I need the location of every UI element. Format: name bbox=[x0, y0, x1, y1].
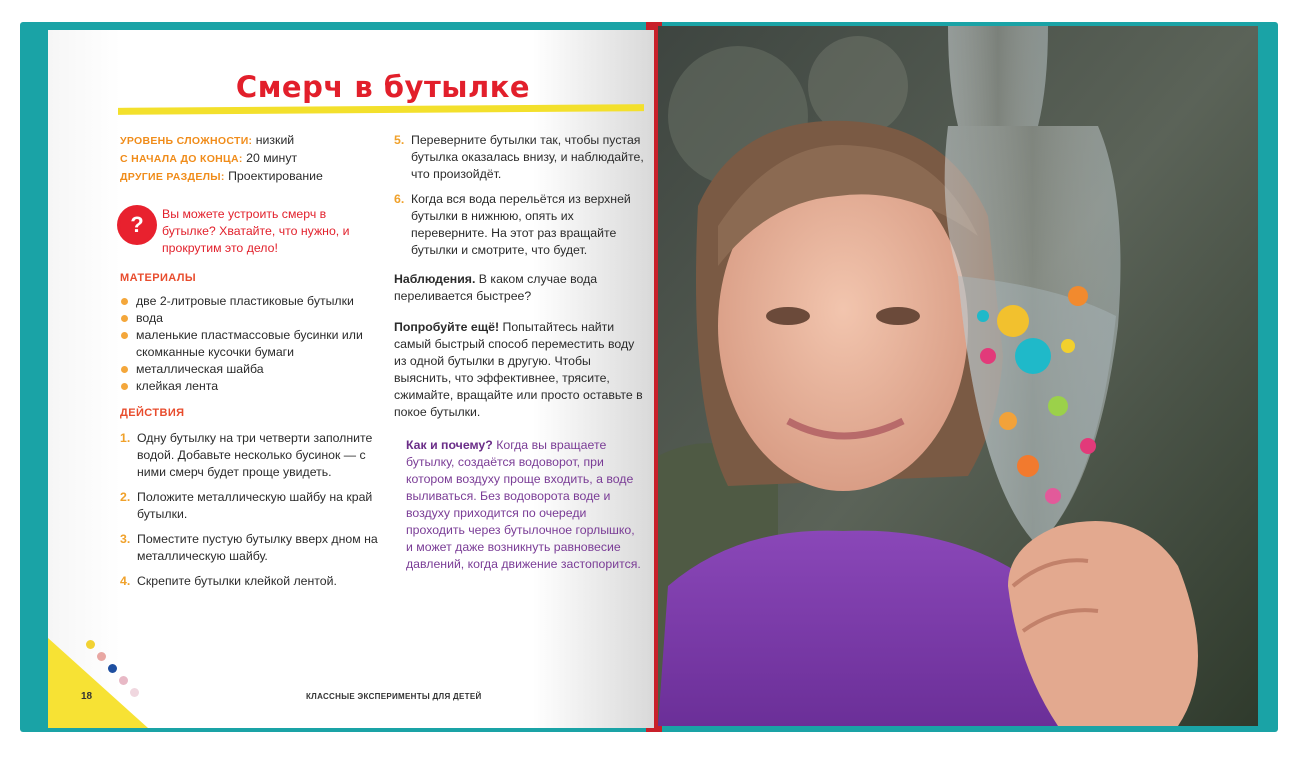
list-item: клейкая лента bbox=[120, 378, 382, 395]
page-footer: КЛАССНЫЕ ЭКСПЕРИМЕНТЫ ДЛЯ ДЕТЕЙ bbox=[306, 692, 482, 701]
how-why-paragraph bbox=[394, 437, 644, 573]
difficulty-value: низкий bbox=[252, 133, 295, 147]
sections-value: Проектирование bbox=[224, 169, 323, 183]
photo-girl-with-bottle bbox=[658, 26, 1258, 726]
actions-heading: ДЕЙСТВИЯ bbox=[120, 407, 185, 419]
title-highlight bbox=[118, 104, 644, 115]
step-item bbox=[120, 573, 382, 590]
step-text: Одну бутылку на три четверти заполните водой. Добавьте несколько бусинок — с ними смерч будет проще увидеть. bbox=[137, 431, 373, 479]
page-title-block bbox=[118, 70, 648, 120]
step-number: 3. bbox=[120, 532, 131, 546]
list-item: маленькие пластмассовые бусинки или скомканные кусочки бумаги bbox=[120, 327, 382, 361]
step-number: 1. bbox=[120, 431, 131, 445]
step-number: 6. bbox=[394, 192, 405, 206]
step-number: 2. bbox=[120, 490, 131, 504]
question-icon: ? bbox=[120, 208, 154, 242]
step-text: Переверните бутылки так, чтобы пустая бутылка оказалась внизу, и наблюдайте, что произойдёт. bbox=[411, 133, 644, 181]
step-item bbox=[120, 531, 382, 565]
right-page bbox=[658, 26, 1258, 726]
step-item bbox=[394, 132, 644, 183]
step-number: 4. bbox=[120, 574, 131, 588]
duration-line bbox=[120, 150, 382, 168]
question-text: Вы можете устроить смерч в бутылке? Хватайте, что нужно, и прокрутим это дело! bbox=[162, 207, 350, 255]
step-item bbox=[394, 191, 644, 259]
question-callout bbox=[120, 206, 382, 262]
how-why-text: Когда вы вращаете бутылку, создаётся водоворот, при котором воздуху проще входить, а воде выливаться. Без водоворота воде и воздуху приходится по очереди проходить через бутылочное горлышко, и может даже возникнуть равновесие давлений, когда движение застопорится. bbox=[406, 438, 641, 571]
sections-label: ДРУГИЕ РАЗДЕЛЫ: bbox=[120, 171, 225, 183]
duration-value: 20 минут bbox=[242, 151, 298, 165]
step-text: Когда вся вода перельётся из верхней бутылки в нижнюю, опять их переверните. На этот раз вращайте бутылки и смотрите, что будет. bbox=[411, 192, 631, 257]
step-text: Поместите пустую бутылку вверх дном на металлическую шайбу. bbox=[137, 532, 378, 563]
right-column bbox=[394, 132, 644, 573]
sections-line bbox=[120, 168, 382, 186]
difficulty-label: УРОВЕНЬ СЛОЖНОСТИ: bbox=[120, 135, 253, 147]
try-again-paragraph bbox=[394, 319, 644, 421]
materials-heading: МАТЕРИАЛЫ bbox=[120, 272, 197, 284]
step-item bbox=[120, 430, 382, 481]
try-again-label: Попробуйте ещё! bbox=[394, 320, 500, 334]
observation-label: Наблюдения. bbox=[394, 272, 476, 286]
step-text: Скрепите бутылки клейкой лентой. bbox=[137, 574, 337, 588]
observation-paragraph bbox=[394, 271, 644, 305]
list-item: две 2-литровые пластиковые бутылки bbox=[120, 293, 382, 310]
difficulty-line bbox=[120, 132, 382, 150]
duration-label: С НАЧАЛА ДО КОНЦА: bbox=[120, 153, 243, 165]
list-item: металлическая шайба bbox=[120, 361, 382, 378]
try-again-text: Попытайтесь найти самый быстрый способ переместить воду из одной бутылки в другую. Чтобы выяснить, что эффективнее, трясите, сжимайте, вращайте или просто оставьте в покое бутылки. bbox=[394, 320, 643, 419]
left-column bbox=[120, 132, 382, 598]
step-number: 5. bbox=[394, 133, 405, 147]
page-number: 18 bbox=[81, 691, 93, 702]
step-item bbox=[120, 489, 382, 523]
materials-list bbox=[120, 293, 382, 395]
page-title: Смерч в бутылке bbox=[235, 70, 531, 104]
corner-decoration bbox=[48, 638, 148, 728]
left-page bbox=[48, 30, 654, 728]
step-text: Положите металлическую шайбу на край бутылки. bbox=[137, 490, 373, 521]
list-item: вода bbox=[120, 310, 382, 327]
observation-text: В каком случае вода переливается быстрее? bbox=[394, 272, 598, 303]
how-why-label: Как и почему? bbox=[406, 438, 493, 452]
